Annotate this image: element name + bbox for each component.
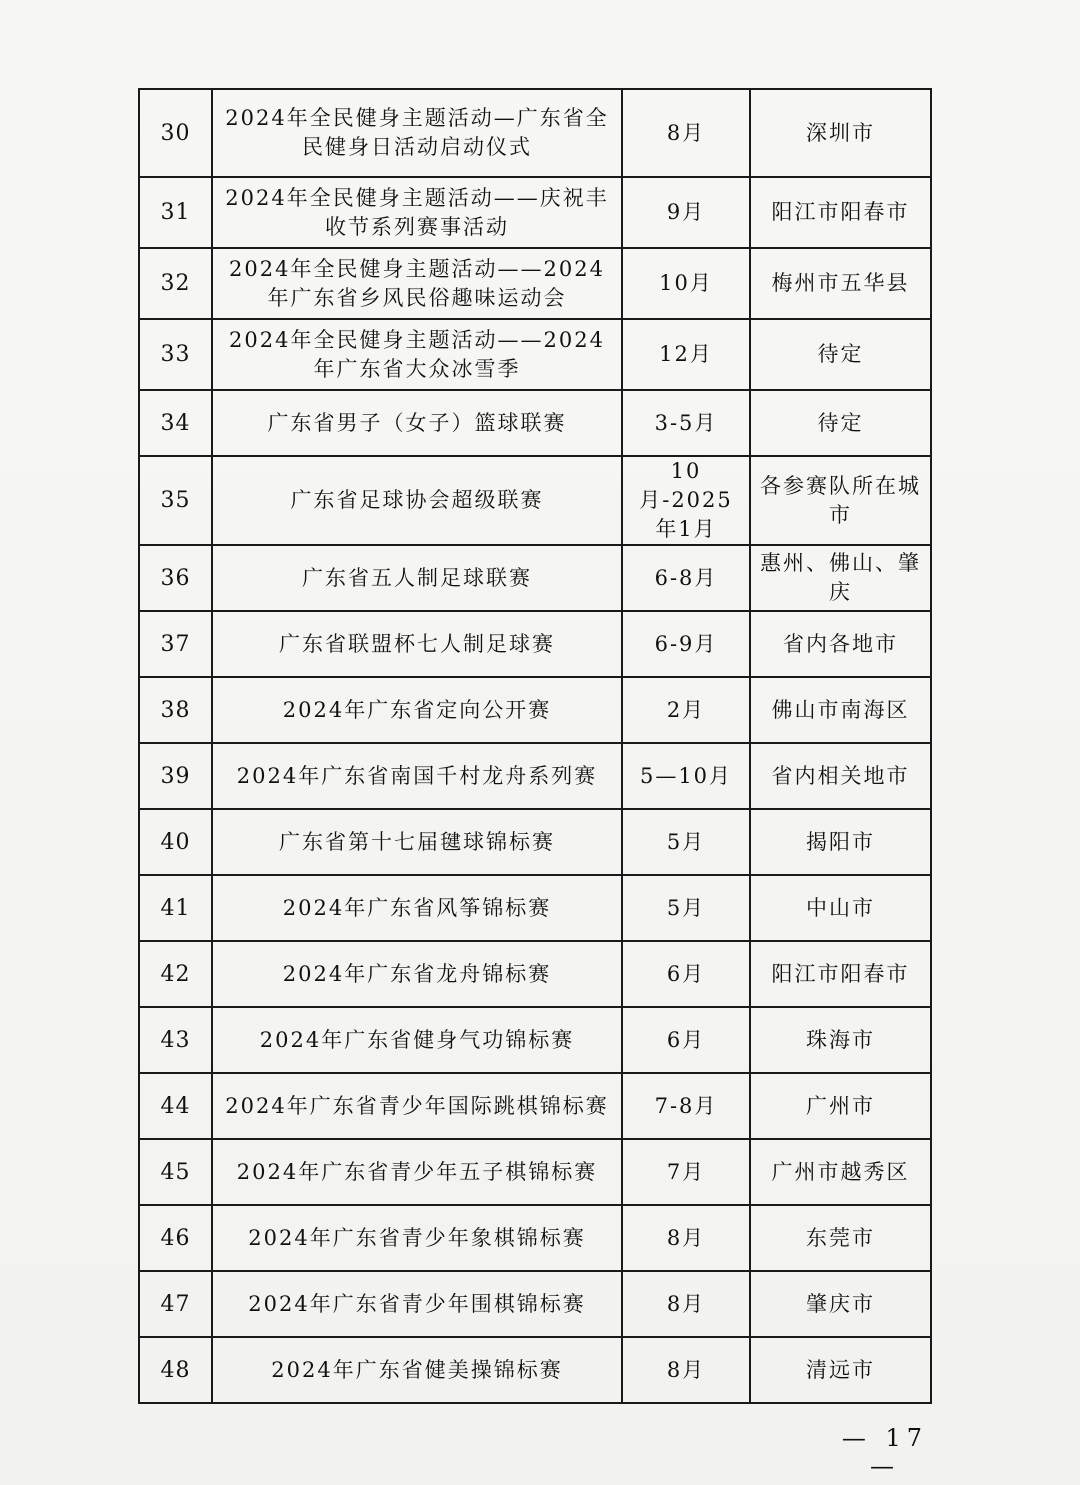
event-time: 6月	[622, 1007, 750, 1073]
table-row	[139, 248, 931, 319]
event-name: 2024年广东省南国千村龙舟系列赛	[212, 743, 622, 809]
table-row	[139, 1139, 931, 1205]
event-location: 惠州、佛山、肇庆	[750, 545, 931, 611]
event-location: 阳江市阳春市	[750, 177, 931, 248]
event-time: 7-8月	[622, 1073, 750, 1139]
table-row	[139, 677, 931, 743]
event-location: 深圳市	[750, 89, 931, 177]
event-name: 2024年广东省健身气功锦标赛	[212, 1007, 622, 1073]
event-location: 清远市	[750, 1337, 931, 1403]
event-name: 2024年全民健身主题活动—广东省全民健身日活动启动仪式	[212, 89, 622, 177]
event-time: 6月	[622, 941, 750, 1007]
event-time: 10月	[622, 248, 750, 319]
table-row	[139, 743, 931, 809]
row-number: 46	[139, 1205, 212, 1271]
event-time: 6-9月	[622, 611, 750, 677]
event-schedule-table	[138, 88, 932, 1404]
row-number: 44	[139, 1073, 212, 1139]
event-name: 2024年广东省青少年围棋锦标赛	[212, 1271, 622, 1337]
event-name: 广东省第十七届毽球锦标赛	[212, 809, 622, 875]
event-time: 8月	[622, 1205, 750, 1271]
table-row	[139, 941, 931, 1007]
row-number: 48	[139, 1337, 212, 1403]
event-time: 7月	[622, 1139, 750, 1205]
table-row	[139, 545, 931, 611]
event-name: 2024年广东省青少年象棋锦标赛	[212, 1205, 622, 1271]
table-row	[139, 1073, 931, 1139]
event-time: 9月	[622, 177, 750, 248]
row-number: 31	[139, 177, 212, 248]
event-location: 肇庆市	[750, 1271, 931, 1337]
event-location: 省内相关地市	[750, 743, 931, 809]
event-name: 2024年全民健身主题活动——庆祝丰收节系列赛事活动	[212, 177, 622, 248]
table-row	[139, 390, 931, 456]
table-row	[139, 177, 931, 248]
event-name: 2024年广东省龙舟锦标赛	[212, 941, 622, 1007]
table-row	[139, 1007, 931, 1073]
row-number: 33	[139, 319, 212, 390]
page-number: — 17 —	[841, 1424, 929, 1480]
event-name: 2024年广东省风筝锦标赛	[212, 875, 622, 941]
event-name: 2024年全民健身主题活动——2024年广东省乡风民俗趣味运动会	[212, 248, 622, 319]
row-number: 47	[139, 1271, 212, 1337]
event-location: 佛山市南海区	[750, 677, 931, 743]
event-location: 待定	[750, 319, 931, 390]
row-number: 35	[139, 456, 212, 545]
event-location: 阳江市阳春市	[750, 941, 931, 1007]
table-row	[139, 611, 931, 677]
event-location: 广州市	[750, 1073, 931, 1139]
event-location: 中山市	[750, 875, 931, 941]
row-number: 39	[139, 743, 212, 809]
event-time: 5月	[622, 875, 750, 941]
event-time: 10月-2025年1月	[622, 456, 750, 545]
event-time: 12月	[622, 319, 750, 390]
row-number: 36	[139, 545, 212, 611]
row-number: 38	[139, 677, 212, 743]
event-name: 广东省联盟杯七人制足球赛	[212, 611, 622, 677]
event-time: 8月	[622, 1337, 750, 1403]
table-row	[139, 1337, 931, 1403]
event-time: 2月	[622, 677, 750, 743]
event-location: 各参赛队所在城市	[750, 456, 931, 545]
event-name: 2024年广东省健美操锦标赛	[212, 1337, 622, 1403]
table-body	[139, 89, 931, 1403]
row-number: 45	[139, 1139, 212, 1205]
row-number: 30	[139, 89, 212, 177]
event-time: 8月	[622, 1271, 750, 1337]
event-location: 珠海市	[750, 1007, 931, 1073]
event-time: 8月	[622, 89, 750, 177]
table-row	[139, 875, 931, 941]
event-time: 5—10月	[622, 743, 750, 809]
row-number: 37	[139, 611, 212, 677]
event-name: 广东省男子（女子）篮球联赛	[212, 390, 622, 456]
event-location: 省内各地市	[750, 611, 931, 677]
row-number: 42	[139, 941, 212, 1007]
row-number: 32	[139, 248, 212, 319]
row-number: 34	[139, 390, 212, 456]
event-name: 2024年全民健身主题活动——2024年广东省大众冰雪季	[212, 319, 622, 390]
row-number: 41	[139, 875, 212, 941]
event-name: 广东省五人制足球联赛	[212, 545, 622, 611]
row-number: 40	[139, 809, 212, 875]
event-location: 东莞市	[750, 1205, 931, 1271]
row-number: 43	[139, 1007, 212, 1073]
event-location: 广州市越秀区	[750, 1139, 931, 1205]
event-location: 梅州市五华县	[750, 248, 931, 319]
table-row	[139, 1205, 931, 1271]
event-location: 揭阳市	[750, 809, 931, 875]
table-row	[139, 319, 931, 390]
event-name: 2024年广东省青少年五子棋锦标赛	[212, 1139, 622, 1205]
event-time: 5月	[622, 809, 750, 875]
table-row	[139, 809, 931, 875]
event-time: 6-8月	[622, 545, 750, 611]
table-row	[139, 456, 931, 545]
event-name: 2024年广东省青少年国际跳棋锦标赛	[212, 1073, 622, 1139]
table-row	[139, 89, 931, 177]
event-name: 广东省足球协会超级联赛	[212, 456, 622, 545]
event-time: 3-5月	[622, 390, 750, 456]
event-location: 待定	[750, 390, 931, 456]
table-row	[139, 1271, 931, 1337]
event-name: 2024年广东省定向公开赛	[212, 677, 622, 743]
